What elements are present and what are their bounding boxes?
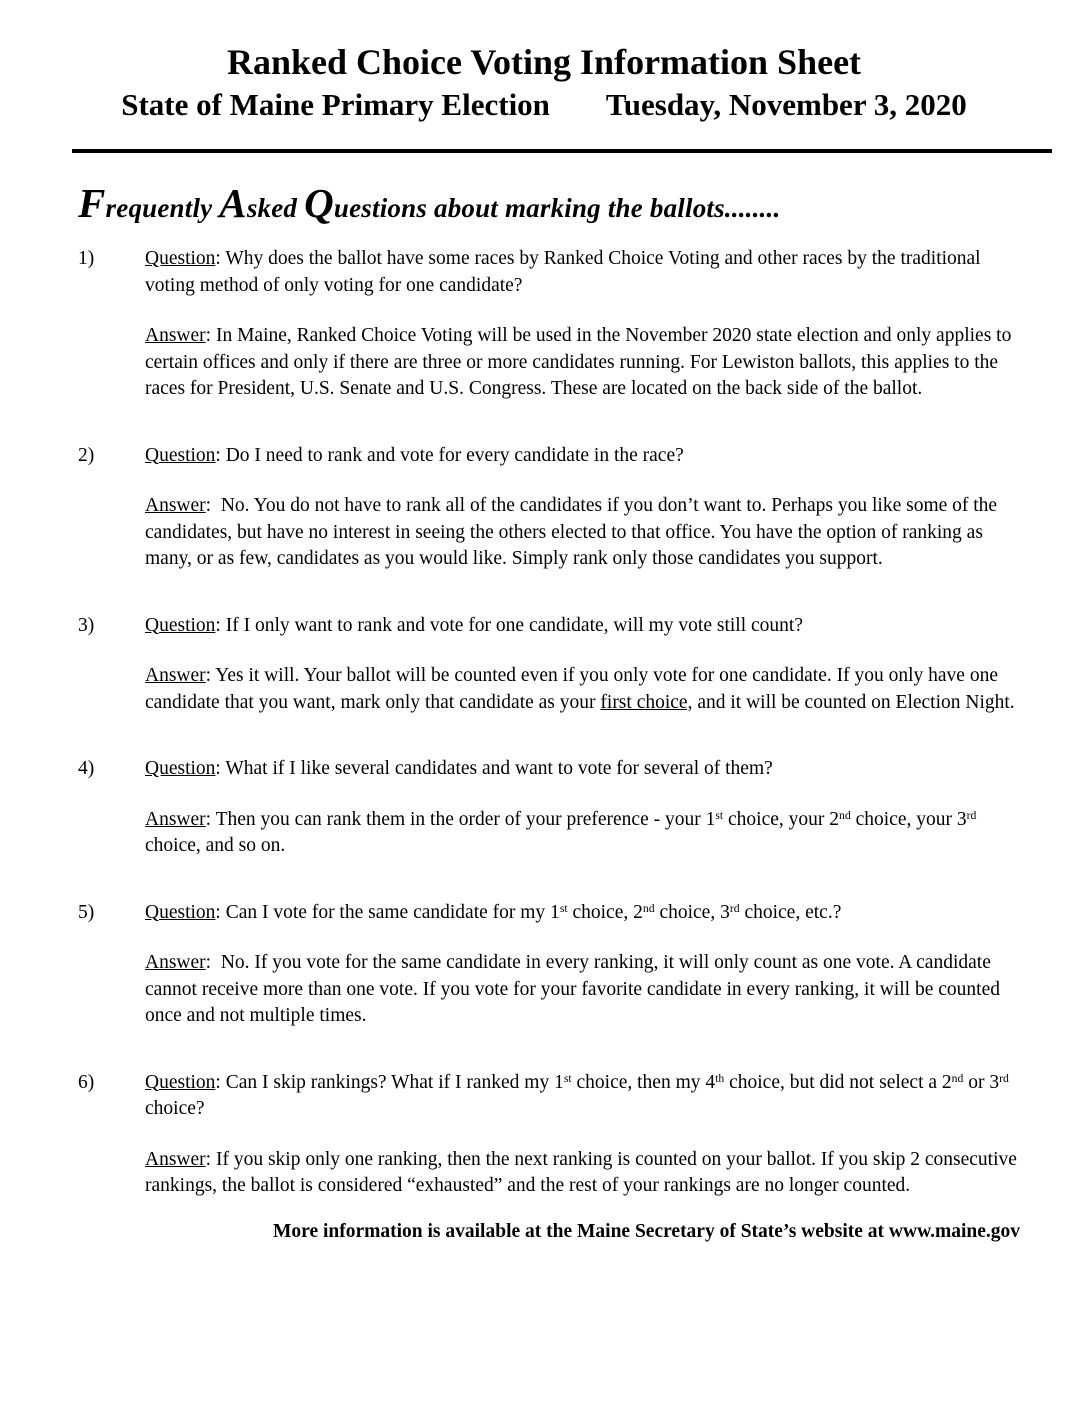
faq-item — [78, 443, 1088, 573]
text-segment: nd — [642, 901, 655, 915]
answer-label-suffix: : — [205, 808, 212, 830]
text-segment: rd — [999, 1071, 1009, 1085]
text-segment: No. You do not have to rank all of the candidates if you don’t want to. Perhaps you like some of the candidates, but have no interest in seeing the others elected to that office. You have the option of ranking as many, or as few, candidates as you would like. Simply rank only those candidates you support. — [145, 495, 998, 570]
faq-item — [78, 756, 1088, 860]
question-label-suffix: : — [215, 614, 221, 636]
answer-text — [145, 1149, 1017, 1197]
item-body — [145, 756, 1022, 860]
document-subtitle — [0, 87, 1088, 123]
heading-drop-cap: A — [219, 180, 247, 227]
answer-label-suffix: : — [205, 325, 212, 347]
text-segment: rd — [729, 901, 740, 915]
question-paragraph — [145, 613, 1022, 640]
text-segment: rd — [966, 808, 977, 822]
answer-label-suffix: : — [205, 495, 212, 517]
text-segment: Then you can rank them in the order of your preference - your 1 — [211, 808, 716, 830]
question-paragraph — [145, 900, 1022, 927]
text-segment: st — [715, 808, 724, 822]
answer-label: Answer — [145, 1148, 206, 1170]
text-segment: Do I need to rank and vote for every candidate in the race? — [220, 444, 684, 466]
answer-label-suffix: : — [205, 1148, 212, 1170]
text-segment: choice, your 2 — [723, 808, 840, 830]
text-segment: choice, and so on. — [145, 835, 286, 857]
text-segment: In Maine, Ranked Choice Voting will be used in the November 2020 state election and only applies to certain offices and only if there are three or more candidates running. For Lewiston ballots, this applies to the races for President, U.S. Senate and U.S. Congress. These are located on the back side of the ballot. — [145, 325, 1012, 400]
answer-paragraph — [145, 950, 1022, 1030]
text-segment: choice, 2 — [567, 901, 643, 923]
item-number: 2) — [78, 444, 95, 466]
text-segment: choice, then my 4 — [571, 1071, 716, 1093]
text-segment: st — [559, 901, 568, 915]
question-text — [221, 445, 684, 466]
item-number: 4) — [78, 758, 95, 780]
answer-paragraph — [145, 663, 1022, 716]
item-body — [145, 246, 1022, 403]
faq-item — [78, 246, 1088, 403]
question-label-suffix: : — [215, 758, 221, 780]
heading-text: requently — [105, 193, 220, 224]
question-text — [145, 1072, 1009, 1120]
question-text — [221, 758, 773, 779]
item-number: 6) — [78, 1071, 95, 1093]
text-segment: or 3 — [963, 1071, 1000, 1093]
question-label: Question — [145, 248, 216, 270]
heading-drop-cap: F — [78, 180, 106, 227]
text-segment: nd — [951, 1071, 964, 1085]
text-segment: If I only want to rank and vote for one candidate, will my vote still count? — [220, 614, 803, 636]
question-label-suffix: : — [215, 248, 221, 270]
text-segment: choice? — [145, 1098, 205, 1120]
question-text — [221, 615, 803, 636]
text-segment: Can I skip rankings? What if I ranked my 1 — [220, 1071, 564, 1093]
text-segment: nd — [839, 808, 851, 822]
question-paragraph — [145, 756, 1022, 783]
text-segment: choice, etc.? — [739, 901, 842, 923]
faq-item — [78, 1070, 1088, 1200]
heading-text: uestions about marking the ballots........ — [333, 193, 781, 224]
answer-text — [145, 952, 1000, 1026]
faq-list — [0, 246, 1088, 1200]
faq-item — [78, 613, 1088, 717]
heading-text: sked — [246, 193, 305, 224]
header-divider — [72, 149, 1052, 153]
question-label: Question — [145, 901, 216, 923]
answer-label: Answer — [145, 325, 206, 347]
answer-label: Answer — [145, 952, 206, 974]
subtitle-election: State of Maine Primary Election — [121, 87, 550, 123]
text-segment: th — [715, 1071, 725, 1085]
answer-text — [145, 809, 976, 857]
text-segment: choice, but did not select a 2 — [724, 1071, 952, 1093]
question-label-suffix: : — [215, 444, 221, 466]
question-label-suffix: : — [215, 1071, 221, 1093]
question-label: Question — [145, 444, 216, 466]
question-label: Question — [145, 614, 216, 636]
text-segment: If you skip only one ranking, then the next ranking is counted on your ballot. If you skip 2 consecutive rankings, the ballot is considered “exhausted” and the rest of your rankings are no longer counted. — [145, 1148, 1017, 1197]
question-paragraph — [145, 1070, 1022, 1123]
item-number: 1) — [78, 248, 95, 270]
answer-label: Answer — [145, 495, 206, 517]
text-segment: Can I vote for the same candidate for my 1 — [220, 901, 560, 923]
text-segment: st — [563, 1071, 572, 1085]
question-text — [145, 248, 981, 296]
footer-note: More information is available at the Maine Secretary of State’s website at www.maine.gov — [272, 1220, 1020, 1242]
answer-text — [145, 665, 1015, 713]
item-body — [145, 443, 1022, 573]
item-body — [145, 1070, 1022, 1200]
text-segment: choice, your 3 — [850, 808, 967, 830]
item-number: 5) — [78, 901, 95, 923]
text-segment: What if I like several candidates and want to vote for several of them? — [220, 758, 773, 780]
text-segment: and it will be counted on Election Night. — [692, 691, 1015, 713]
question-label: Question — [145, 758, 216, 780]
answer-paragraph — [145, 1147, 1022, 1200]
answer-label-suffix: : — [205, 665, 212, 687]
answer-label: Answer — [145, 665, 206, 687]
answer-label: Answer — [145, 808, 206, 830]
document-header — [0, 42, 1088, 123]
question-paragraph — [145, 246, 1022, 299]
text-segment: first choice, — [600, 691, 693, 713]
question-label-suffix: : — [215, 901, 221, 923]
question-paragraph — [145, 443, 1022, 470]
text-segment: Yes it will. Your ballot will be counted even if you only vote for one candidate. If you only have one candidate that you want, mark only that candidate as your — [145, 665, 998, 713]
heading-drop-cap: Q — [304, 180, 334, 227]
item-body — [145, 900, 1022, 1030]
item-body — [145, 613, 1022, 717]
faq-item — [78, 900, 1088, 1030]
subtitle-date: Tuesday, November 3, 2020 — [605, 87, 967, 123]
document-footer — [78, 1219, 1020, 1246]
question-label: Question — [145, 1071, 216, 1093]
text-segment: choice, 3 — [654, 901, 730, 923]
answer-paragraph — [145, 493, 1022, 573]
faq-heading — [78, 181, 1088, 230]
answer-label-suffix: : — [205, 952, 212, 974]
text-segment: Why does the ballot have some races by Ranked Choice Voting and other races by the traditional voting method of only voting for one candidate? — [145, 248, 981, 296]
answer-paragraph — [145, 323, 1022, 403]
page-title: Ranked Choice Voting Information Sheet — [226, 42, 862, 82]
answer-paragraph — [145, 807, 1022, 860]
answer-text — [145, 325, 1011, 399]
item-number: 3) — [78, 614, 95, 636]
answer-text — [145, 495, 997, 569]
text-segment: No. If you vote for the same candidate in every ranking, it will only count as one vote. A candidate cannot receive more than one vote. If you vote for your favorite candidate in every ranking, it will be counted once and not multiple times. — [145, 952, 1000, 1027]
question-text — [221, 902, 842, 923]
